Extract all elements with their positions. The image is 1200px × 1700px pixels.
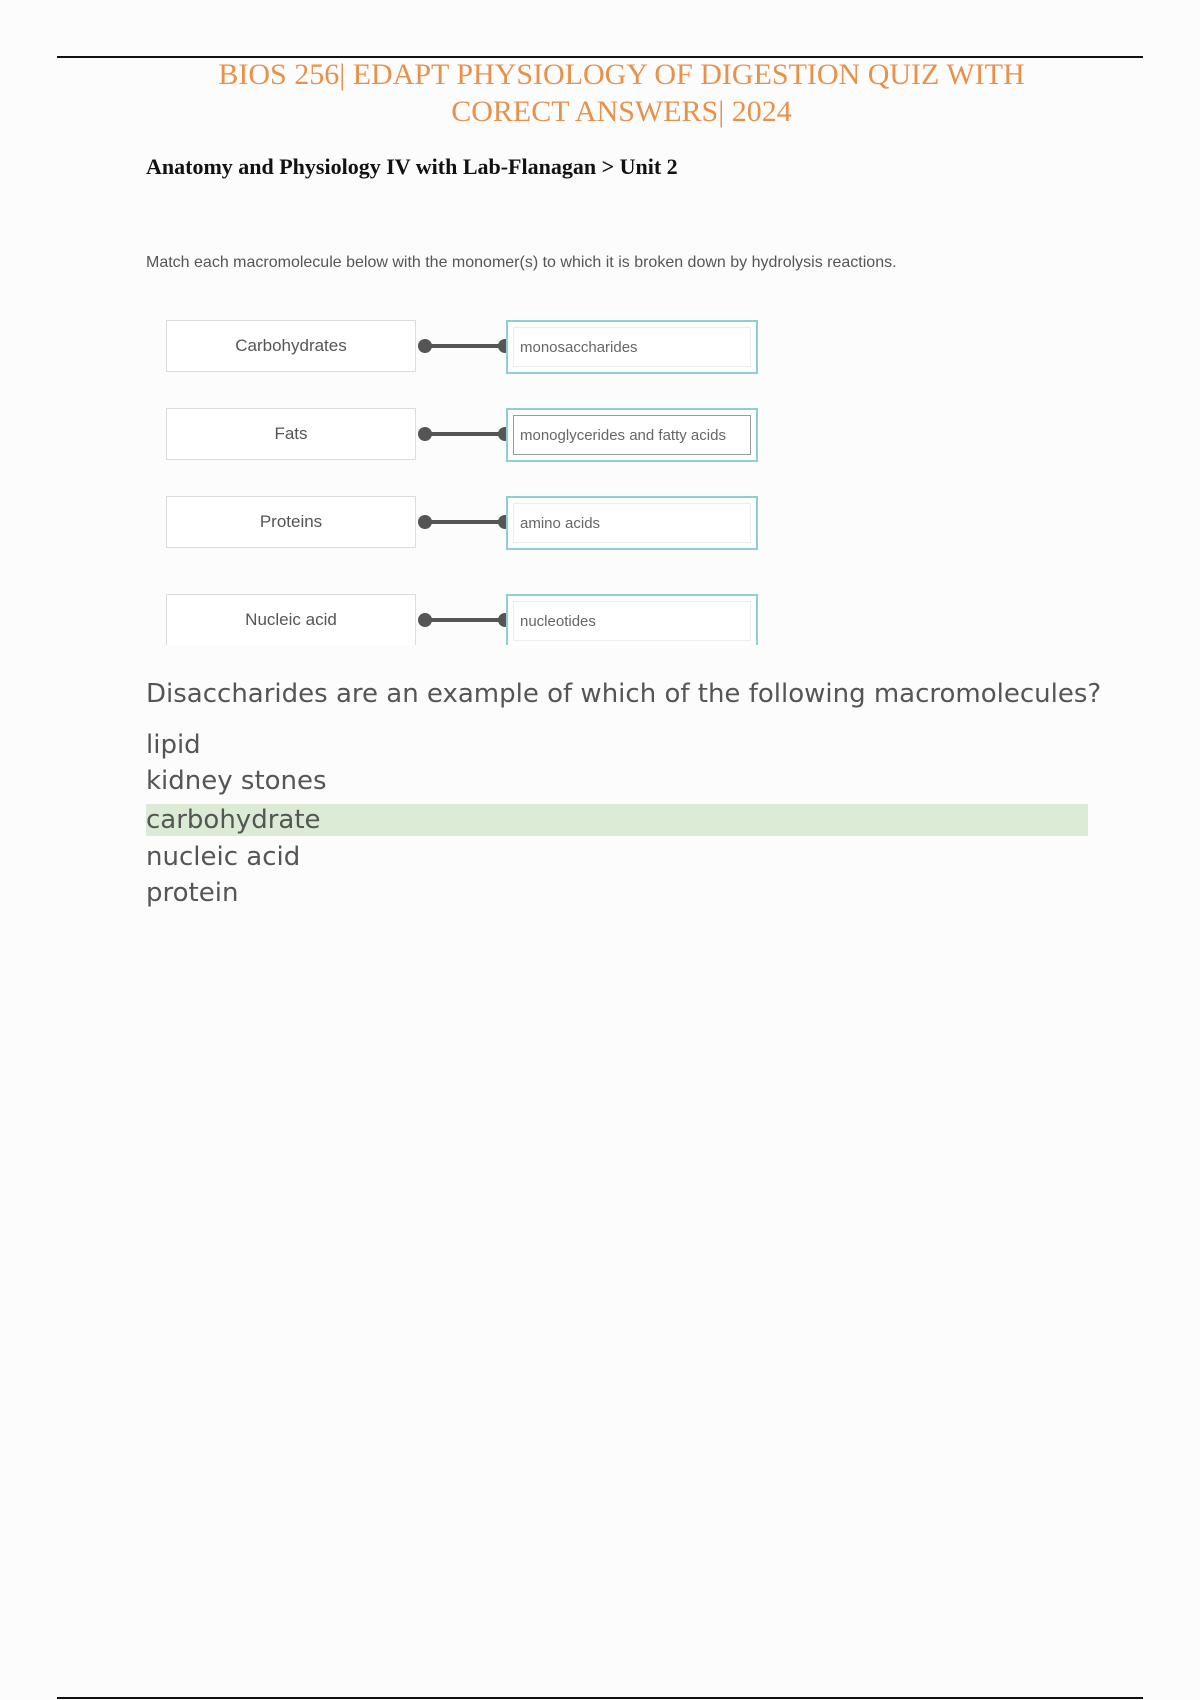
match-connector[interactable]	[418, 427, 512, 441]
macromolecule-item[interactable]: Proteins	[166, 496, 416, 548]
connector-line	[424, 344, 506, 348]
matching-exercise	[146, 320, 786, 645]
match-connector[interactable]	[418, 613, 512, 627]
connector-handle-left[interactable]	[418, 515, 432, 529]
macromolecule-item[interactable]: Nucleic acid	[166, 594, 416, 645]
answer-option[interactable]: protein	[146, 878, 239, 908]
monomer-item[interactable]: monoglycerides and fatty acids	[513, 415, 751, 455]
answer-option[interactable]: kidney stones	[146, 766, 327, 796]
answer-options	[146, 727, 1088, 911]
monomer-item[interactable]: amino acids	[513, 503, 751, 543]
monomer-drop-target[interactable]	[506, 496, 758, 550]
macromolecule-item[interactable]: Fats	[166, 408, 416, 460]
document-title	[57, 56, 1186, 130]
match-row-fats	[146, 408, 786, 462]
question-text: Disaccharides are an example of which of the following macromolecules?	[146, 679, 1102, 709]
connector-line	[424, 432, 506, 436]
title-line-2: CORECT ANSWERS| 2024	[451, 95, 792, 128]
connector-line	[424, 618, 506, 622]
matching-prompt: Match each macromolecule below with the monomer(s) to which it is broken down by hydrolysis reactions.	[146, 254, 897, 271]
monomer-drop-target[interactable]	[506, 408, 758, 462]
match-row-proteins	[146, 496, 786, 550]
connector-handle-left[interactable]	[418, 339, 432, 353]
monomer-drop-target[interactable]	[506, 320, 758, 374]
title-line-1: BIOS 256| EDAPT PHYSIOLOGY OF DIGESTION QUIZ WITH	[218, 58, 1025, 91]
monomer-drop-target[interactable]	[506, 594, 758, 645]
answer-option[interactable]: nucleic acid	[146, 842, 301, 872]
bottom-rule	[57, 1697, 1143, 1699]
connector-line	[424, 520, 506, 524]
breadcrumb: Anatomy and Physiology IV with Lab-Flanagan > Unit 2	[146, 154, 678, 179]
connector-handle-left[interactable]	[418, 613, 432, 627]
connector-handle-left[interactable]	[418, 427, 432, 441]
monomer-item[interactable]: monosaccharides	[513, 327, 751, 367]
answer-option[interactable]: lipid	[146, 730, 201, 760]
match-row-nucleic-acid	[146, 594, 786, 645]
macromolecule-item[interactable]: Carbohydrates	[166, 320, 416, 372]
match-connector[interactable]	[418, 515, 512, 529]
match-connector[interactable]	[418, 339, 512, 353]
answer-option-selected[interactable]: carbohydrate	[146, 804, 1088, 836]
match-row-carbohydrates	[146, 320, 786, 374]
monomer-item[interactable]: nucleotides	[513, 601, 751, 641]
